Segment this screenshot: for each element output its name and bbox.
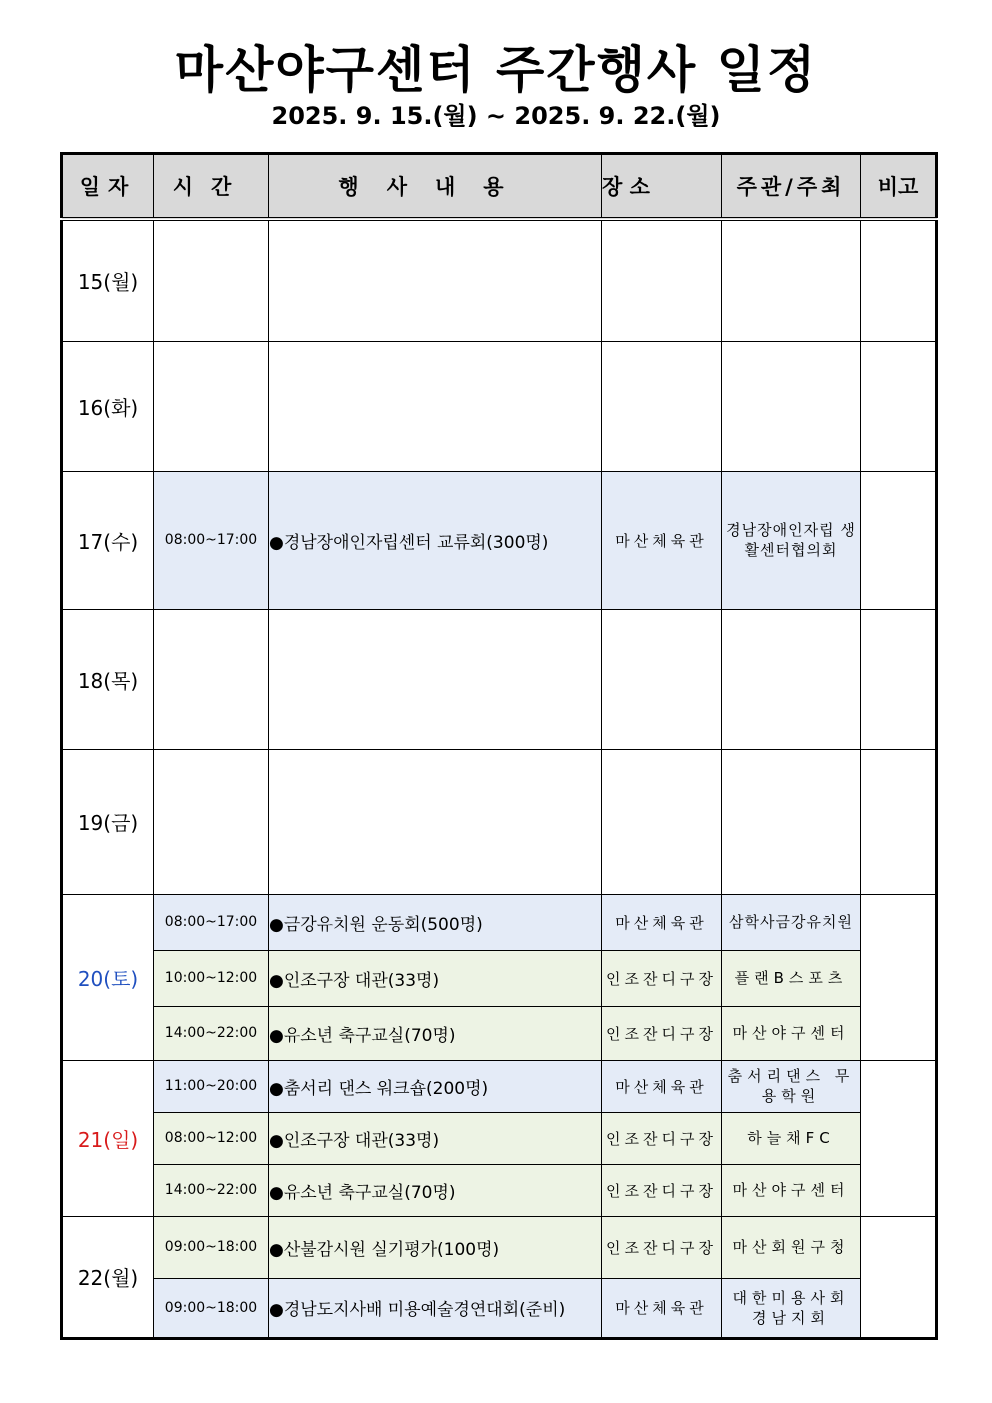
header-content: 행사내용: [269, 154, 602, 220]
time-cell: 09:00~18:00: [154, 1278, 269, 1338]
place-cell: [602, 219, 722, 341]
content-cell: [269, 341, 602, 471]
content-cell: ●경남도지사배 미용예술경연대회(준비): [269, 1278, 602, 1338]
table-row: [62, 609, 937, 749]
place-cell: 마산체육관: [602, 1278, 722, 1338]
time-cell: 08:00~12:00: [154, 1112, 269, 1164]
note-cell: [861, 894, 937, 1060]
content-cell: [269, 749, 602, 894]
time-cell: 14:00~22:00: [154, 1006, 269, 1060]
host-cell: 경남장애인자립 생활센터협의회: [722, 471, 861, 609]
table-row: [62, 471, 937, 609]
day-cell: 18(목): [62, 609, 154, 749]
content-cell: ●인조구장 대관(33명): [269, 950, 602, 1006]
content-cell: ●인조구장 대관(33명): [269, 1112, 602, 1164]
time-cell: 08:00~17:00: [154, 894, 269, 950]
note-cell: [861, 609, 937, 749]
header-date: 일자: [62, 154, 154, 220]
header-time: 시간: [154, 154, 269, 220]
day-cell: 16(화): [62, 341, 154, 471]
table-row: [62, 1006, 937, 1060]
content-cell: ●산불감시원 실기평가(100명): [269, 1216, 602, 1278]
note-cell: [861, 1060, 937, 1216]
content-cell: ●유소년 축구교실(70명): [269, 1006, 602, 1060]
place-cell: 인조잔디구장: [602, 1164, 722, 1216]
note-cell: [861, 219, 937, 341]
host-cell: [722, 219, 861, 341]
table-row: [62, 219, 937, 341]
day-cell: 17(수): [62, 471, 154, 609]
host-cell: 대한미용사회 경남지회: [722, 1278, 861, 1338]
note-cell: [861, 341, 937, 471]
time-cell: [154, 219, 269, 341]
content-cell: ●금강유치원 운동회(500명): [269, 894, 602, 950]
table-row: [62, 749, 937, 894]
table-row: [62, 1060, 937, 1112]
day-cell: 21(일): [62, 1060, 154, 1216]
host-cell: 춤서리댄스 무용학원: [722, 1060, 861, 1112]
host-cell: 삼학사금강유치원: [722, 894, 861, 950]
time-cell: 09:00~18:00: [154, 1216, 269, 1278]
table-row: [62, 1278, 937, 1338]
day-cell: 20(토): [62, 894, 154, 1060]
header-host: 주관/주최: [722, 154, 861, 220]
header-place: 장 소: [602, 154, 722, 220]
host-cell: 하늘채FC: [722, 1112, 861, 1164]
content-cell: ●춤서리 댄스 워크숍(200명): [269, 1060, 602, 1112]
host-cell: 마산야구센터: [722, 1164, 861, 1216]
time-cell: [154, 341, 269, 471]
table-row: [62, 1112, 937, 1164]
place-cell: [602, 749, 722, 894]
place-cell: 인조잔디구장: [602, 1216, 722, 1278]
time-cell: [154, 609, 269, 749]
place-cell: [602, 341, 722, 471]
time-cell: 11:00~20:00: [154, 1060, 269, 1112]
host-cell: 마산회원구청: [722, 1216, 861, 1278]
day-cell: 15(월): [62, 219, 154, 341]
content-cell: ●유소년 축구교실(70명): [269, 1164, 602, 1216]
content-cell: ●경남장애인자립센터 교류회(300명): [269, 471, 602, 609]
host-cell: [722, 609, 861, 749]
host-cell: [722, 749, 861, 894]
schedule-table: [60, 152, 938, 1340]
host-cell: 마산야구센터: [722, 1006, 861, 1060]
host-cell: 플랜B스포츠: [722, 950, 861, 1006]
table-row: [62, 894, 937, 950]
content-cell: [269, 219, 602, 341]
table-row: [62, 1164, 937, 1216]
header-row: [62, 154, 937, 220]
day-cell: 19(금): [62, 749, 154, 894]
place-cell: 인조잔디구장: [602, 1112, 722, 1164]
time-cell: [154, 749, 269, 894]
time-cell: 08:00~17:00: [154, 471, 269, 609]
table-row: [62, 1216, 937, 1278]
time-cell: 14:00~22:00: [154, 1164, 269, 1216]
place-cell: [602, 609, 722, 749]
content-cell: [269, 609, 602, 749]
day-cell: 22(월): [62, 1216, 154, 1338]
host-cell: [722, 341, 861, 471]
place-cell: 마산체육관: [602, 471, 722, 609]
note-cell: [861, 749, 937, 894]
period-subtitle: 2025. 9. 15.(월) ~ 2025. 9. 22.(월): [271, 102, 721, 130]
place-cell: 인조잔디구장: [602, 950, 722, 1006]
note-cell: [861, 1216, 937, 1338]
place-cell: 마산체육관: [602, 1060, 722, 1112]
page-title: 마산야구센터 주간행사 일정: [174, 41, 818, 99]
place-cell: 마산체육관: [602, 894, 722, 950]
table-row: [62, 950, 937, 1006]
header-note: 비고: [861, 154, 937, 220]
note-cell: [861, 471, 937, 609]
time-cell: 10:00~12:00: [154, 950, 269, 1006]
table-row: [62, 341, 937, 471]
place-cell: 인조잔디구장: [602, 1006, 722, 1060]
